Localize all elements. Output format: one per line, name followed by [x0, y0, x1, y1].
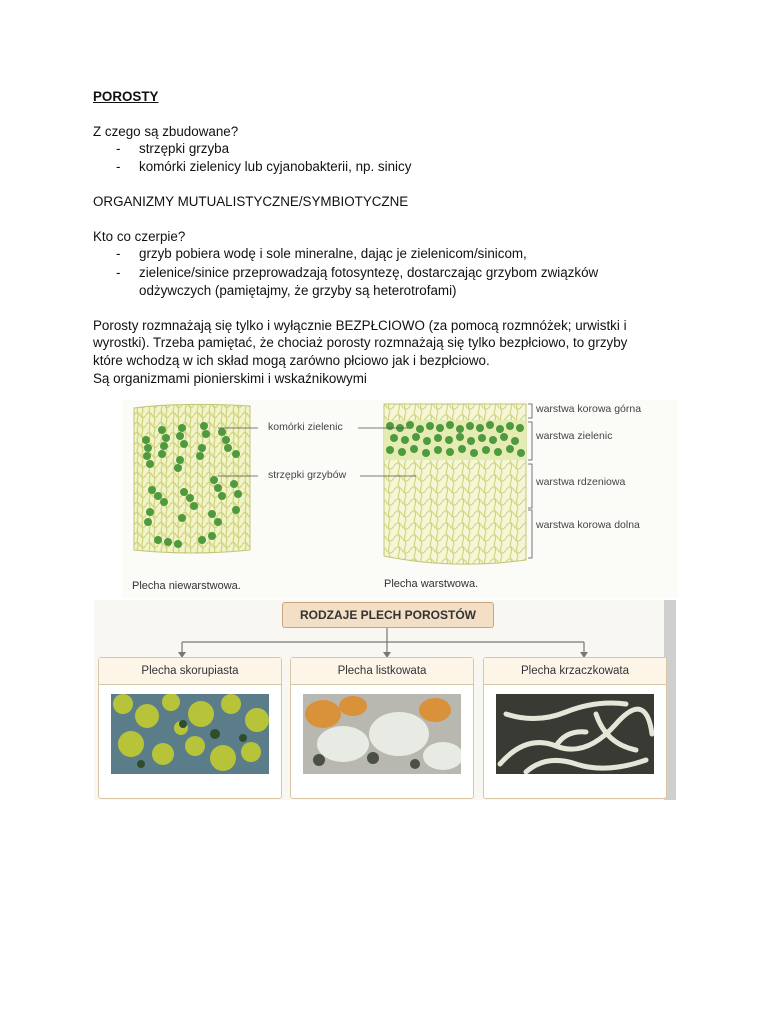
list-item: komórki zielenicy lub cyjanobakterii, np. sinicy	[139, 159, 412, 174]
caption-layered: Plecha warstwowa.	[384, 578, 479, 590]
paragraph-line: Są organizmami pionierskimi i wskaźnikowymi	[93, 371, 367, 386]
bullet-dash: -	[116, 159, 121, 174]
question-composition: Z czego są zbudowane?	[93, 124, 239, 139]
foliose-lichen-photo	[303, 694, 461, 774]
list-item: strzępki grzyba	[139, 141, 230, 156]
list-item: grzyb pobiera wodę i sole mineralne, dając je zielenicom/sinicom,	[139, 246, 527, 261]
card-fruticose	[483, 657, 667, 799]
label-lower-cortex: warstwa korowa dolna	[536, 519, 640, 531]
paragraph-line: które wchodzą w ich skład mogą zarówno płciowo jak i bezpłciowo.	[93, 353, 490, 368]
label-upper-cortex: warstwa korowa górna	[536, 403, 642, 415]
card-foliose	[290, 657, 474, 799]
paragraph-line: Porosty rozmnażają się tylko i wyłącznie BEZPŁCIOWO (za pomocą rozmnóżek; urwistki i	[93, 318, 627, 333]
thallus-types-header: RODZAJE PLECH POROSTÓW	[282, 602, 494, 628]
label-fungal-hyphae: strzępki grzybów	[268, 469, 347, 481]
label-algal-layer: warstwa zielenic	[536, 430, 613, 442]
label-medulla: warstwa rdzeniowa	[536, 476, 626, 488]
label-algae-cells: komórki zielenic	[268, 421, 343, 433]
non-layered-thallus	[134, 404, 250, 553]
bullet-dash: -	[116, 265, 121, 280]
card-title: Plecha listkowata	[291, 658, 473, 685]
card-crustose	[98, 657, 282, 799]
document-title: POROSTY	[93, 89, 159, 104]
organism-type-heading: ORGANIZMY MUTUALISTYCZNE/SYMBIOTYCZNE	[93, 194, 409, 209]
thallus-structure-figure	[122, 400, 678, 598]
crustose-lichen-photo	[111, 694, 269, 774]
caption-non-layered: Plecha niewarstwowa.	[132, 580, 241, 592]
paragraph-line: wyrostki). Trzeba pamiętać, że chociaż porosty rozmnażają się tylko bezpłciowo, to grzyby	[93, 335, 628, 350]
bullet-dash: -	[116, 246, 121, 261]
card-title: Plecha skorupiasta	[99, 658, 281, 685]
list-item: zielenice/sinice przeprowadzają fotosyntezę, dostarczając grzybom związków	[139, 265, 599, 280]
card-title: Plecha krzaczkowata	[484, 658, 666, 685]
connector-arrows	[94, 600, 676, 660]
list-item-continuation: odżywczych (pamiętajmy, że grzyby są heterotrofami)	[139, 283, 457, 298]
question-benefits: Kto co czerpie?	[93, 229, 186, 244]
thallus-types-figure	[94, 600, 676, 800]
fruticose-lichen-photo	[496, 694, 654, 774]
bullet-dash: -	[116, 141, 121, 156]
